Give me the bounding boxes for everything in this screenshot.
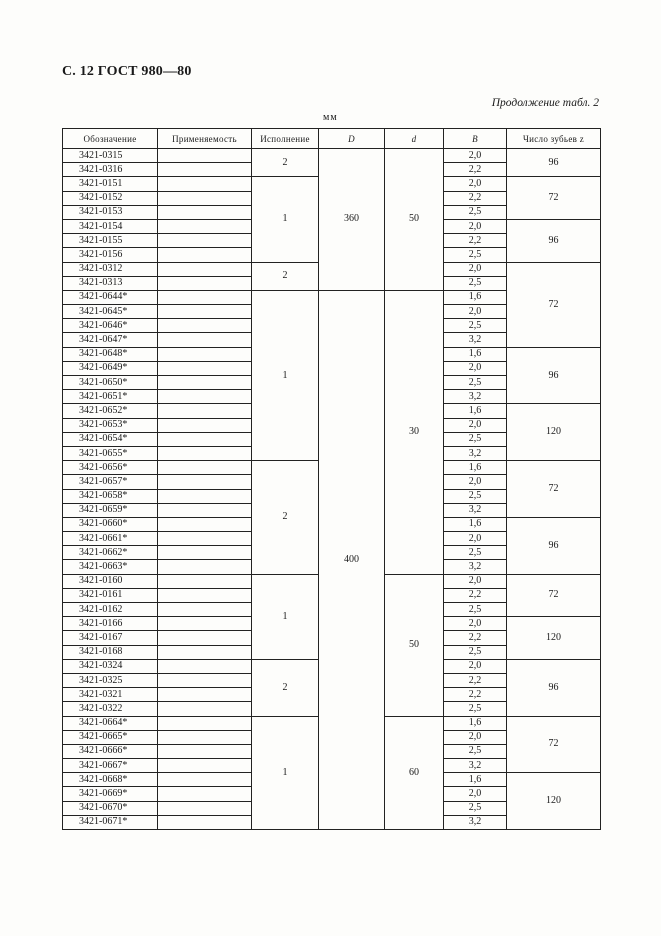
width-cell: 2,5 [444,432,507,446]
width-cell: 1,6 [444,290,507,304]
outer-diameter-cell: 400 [319,290,385,829]
applicability-cell [158,489,252,503]
column-header-applicability: Применяемость [158,129,252,149]
width-cell: 3,2 [444,503,507,517]
designation-cell: 3421-0325 [63,673,158,687]
designation-cell: 3421-0655* [63,446,158,460]
width-cell: 2,5 [444,205,507,219]
spec-table [62,128,601,830]
width-cell: 2,0 [444,574,507,588]
column-header-teeth-count: Число зубьев z [507,129,601,149]
designation-cell: 3421-0666* [63,744,158,758]
applicability-cell [158,617,252,631]
applicability-cell [158,716,252,730]
teeth-count-cell: 72 [507,177,601,220]
column-header-designation: Обозначение [63,129,158,149]
version-cell: 1 [252,177,319,262]
applicability-cell [158,702,252,716]
width-cell: 2,5 [444,248,507,262]
teeth-count-cell: 96 [507,659,601,716]
designation-cell: 3421-0651* [63,390,158,404]
width-cell: 2,0 [444,361,507,375]
applicability-cell [158,603,252,617]
width-cell: 1,6 [444,716,507,730]
designation-cell: 3421-0669* [63,787,158,801]
applicability-cell [158,149,252,163]
designation-cell: 3421-0646* [63,319,158,333]
applicability-cell [158,305,252,319]
teeth-count-cell: 72 [507,461,601,518]
width-cell: 2,5 [444,319,507,333]
width-cell: 2,2 [444,631,507,645]
applicability-cell [158,347,252,361]
designation-cell: 3421-0322 [63,702,158,716]
designation-cell: 3421-0160 [63,574,158,588]
width-cell: 2,2 [444,688,507,702]
designation-cell: 3421-0152 [63,191,158,205]
applicability-cell [158,815,252,829]
designation-cell: 3421-0168 [63,645,158,659]
designation-cell: 3421-0657* [63,475,158,489]
width-cell: 2,2 [444,673,507,687]
applicability-cell [158,276,252,290]
width-cell: 3,2 [444,759,507,773]
applicability-cell [158,319,252,333]
width-cell: 3,2 [444,390,507,404]
width-cell: 1,6 [444,461,507,475]
applicability-cell [158,744,252,758]
applicability-cell [158,290,252,304]
table-header-row [63,129,601,149]
width-cell: 2,0 [444,730,507,744]
width-cell: 2,5 [444,801,507,815]
applicability-cell [158,631,252,645]
designation-cell: 3421-0650* [63,376,158,390]
width-cell: 2,5 [444,489,507,503]
teeth-count-cell: 120 [507,617,601,660]
width-cell: 2,0 [444,532,507,546]
width-cell: 1,6 [444,347,507,361]
version-cell: 1 [252,716,319,830]
width-cell: 2,0 [444,418,507,432]
bore-diameter-cell: 30 [385,290,444,574]
applicability-cell [158,659,252,673]
applicability-cell [158,801,252,815]
designation-cell: 3421-0315 [63,149,158,163]
column-header-width: B [444,129,507,149]
width-cell: 2,5 [444,546,507,560]
version-cell: 2 [252,262,319,290]
applicability-cell [158,446,252,460]
applicability-cell [158,432,252,446]
width-cell: 2,5 [444,702,507,716]
designation-cell: 3421-0316 [63,163,158,177]
applicability-cell [158,546,252,560]
version-cell: 1 [252,574,319,659]
designation-cell: 3421-0649* [63,361,158,375]
applicability-cell [158,163,252,177]
version-cell: 1 [252,290,319,460]
designation-cell: 3421-0313 [63,276,158,290]
designation-cell: 3421-0166 [63,617,158,631]
teeth-count-cell: 96 [507,347,601,404]
page-title: С. 12 ГОСТ 980—80 [62,64,192,79]
teeth-count-cell: 96 [507,219,601,262]
width-cell: 2,0 [444,177,507,191]
applicability-cell [158,688,252,702]
bore-diameter-cell: 60 [385,716,444,830]
applicability-cell [158,773,252,787]
width-cell: 3,2 [444,446,507,460]
width-cell: 2,0 [444,262,507,276]
applicability-cell [158,361,252,375]
applicability-cell [158,248,252,262]
designation-cell: 3421-0671* [63,815,158,829]
applicability-cell [158,673,252,687]
applicability-cell [158,517,252,531]
designation-cell: 3421-0156 [63,248,158,262]
applicability-cell [158,475,252,489]
applicability-cell [158,177,252,191]
width-cell: 2,2 [444,191,507,205]
applicability-cell [158,574,252,588]
designation-cell: 3421-0662* [63,546,158,560]
width-cell: 1,6 [444,517,507,531]
width-cell: 1,6 [444,404,507,418]
applicability-cell [158,503,252,517]
designation-cell: 3421-0645* [63,305,158,319]
width-cell: 2,5 [444,645,507,659]
applicability-cell [158,532,252,546]
table-continuation-caption: Продолжение табл. 2 [491,97,599,109]
designation-cell: 3421-0647* [63,333,158,347]
designation-cell: 3421-0154 [63,219,158,233]
designation-cell: 3421-0660* [63,517,158,531]
table-row [63,149,601,163]
designation-cell: 3421-0661* [63,532,158,546]
width-cell: 2,2 [444,163,507,177]
width-cell: 2,0 [444,149,507,163]
designation-cell: 3421-0664* [63,716,158,730]
designation-cell: 3421-0652* [63,404,158,418]
teeth-count-cell: 96 [507,149,601,177]
designation-cell: 3421-0312 [63,262,158,276]
applicability-cell [158,262,252,276]
applicability-cell [158,191,252,205]
version-cell: 2 [252,659,319,716]
column-header-outer-diameter: D [319,129,385,149]
designation-cell: 3421-0667* [63,759,158,773]
designation-cell: 3421-0654* [63,432,158,446]
applicability-cell [158,645,252,659]
applicability-cell [158,461,252,475]
designation-cell: 3421-0658* [63,489,158,503]
designation-cell: 3421-0162 [63,603,158,617]
units-label: мм [323,112,338,123]
width-cell: 2,0 [444,305,507,319]
teeth-count-cell: 72 [507,262,601,347]
width-cell: 1,6 [444,773,507,787]
width-cell: 2,0 [444,475,507,489]
applicability-cell [158,376,252,390]
designation-cell: 3421-0648* [63,347,158,361]
width-cell: 3,2 [444,333,507,347]
outer-diameter-cell: 360 [319,149,385,291]
applicability-cell [158,404,252,418]
width-cell: 2,0 [444,617,507,631]
applicability-cell [158,560,252,574]
applicability-cell [158,730,252,744]
teeth-count-cell: 120 [507,404,601,461]
applicability-cell [158,234,252,248]
designation-cell: 3421-0665* [63,730,158,744]
width-cell: 2,0 [444,659,507,673]
width-cell: 2,0 [444,787,507,801]
designation-cell: 3421-0167 [63,631,158,645]
designation-cell: 3421-0153 [63,205,158,219]
width-cell: 3,2 [444,815,507,829]
designation-cell: 3421-0668* [63,773,158,787]
applicability-cell [158,390,252,404]
applicability-cell [158,418,252,432]
table-body [63,149,601,830]
applicability-cell [158,205,252,219]
applicability-cell [158,219,252,233]
designation-cell: 3421-0324 [63,659,158,673]
designation-cell: 3421-0663* [63,560,158,574]
width-cell: 3,2 [444,560,507,574]
width-cell: 2,0 [444,219,507,233]
designation-cell: 3421-0644* [63,290,158,304]
designation-cell: 3421-0653* [63,418,158,432]
designation-cell: 3421-0151 [63,177,158,191]
width-cell: 2,2 [444,234,507,248]
designation-cell: 3421-0155 [63,234,158,248]
teeth-count-cell: 120 [507,773,601,830]
width-cell: 2,2 [444,588,507,602]
width-cell: 2,5 [444,744,507,758]
designation-cell: 3421-0321 [63,688,158,702]
designation-cell: 3421-0659* [63,503,158,517]
width-cell: 2,5 [444,276,507,290]
applicability-cell [158,333,252,347]
bore-diameter-cell: 50 [385,574,444,716]
applicability-cell [158,787,252,801]
teeth-count-cell: 72 [507,574,601,617]
teeth-count-cell: 72 [507,716,601,773]
column-header-version: Исполнение [252,129,319,149]
version-cell: 2 [252,461,319,575]
column-header-bore-diameter: d [385,129,444,149]
designation-cell: 3421-0656* [63,461,158,475]
applicability-cell [158,759,252,773]
bore-diameter-cell: 50 [385,149,444,291]
version-cell: 2 [252,149,319,177]
designation-cell: 3421-0670* [63,801,158,815]
teeth-count-cell: 96 [507,517,601,574]
width-cell: 2,5 [444,603,507,617]
designation-cell: 3421-0161 [63,588,158,602]
width-cell: 2,5 [444,376,507,390]
applicability-cell [158,588,252,602]
